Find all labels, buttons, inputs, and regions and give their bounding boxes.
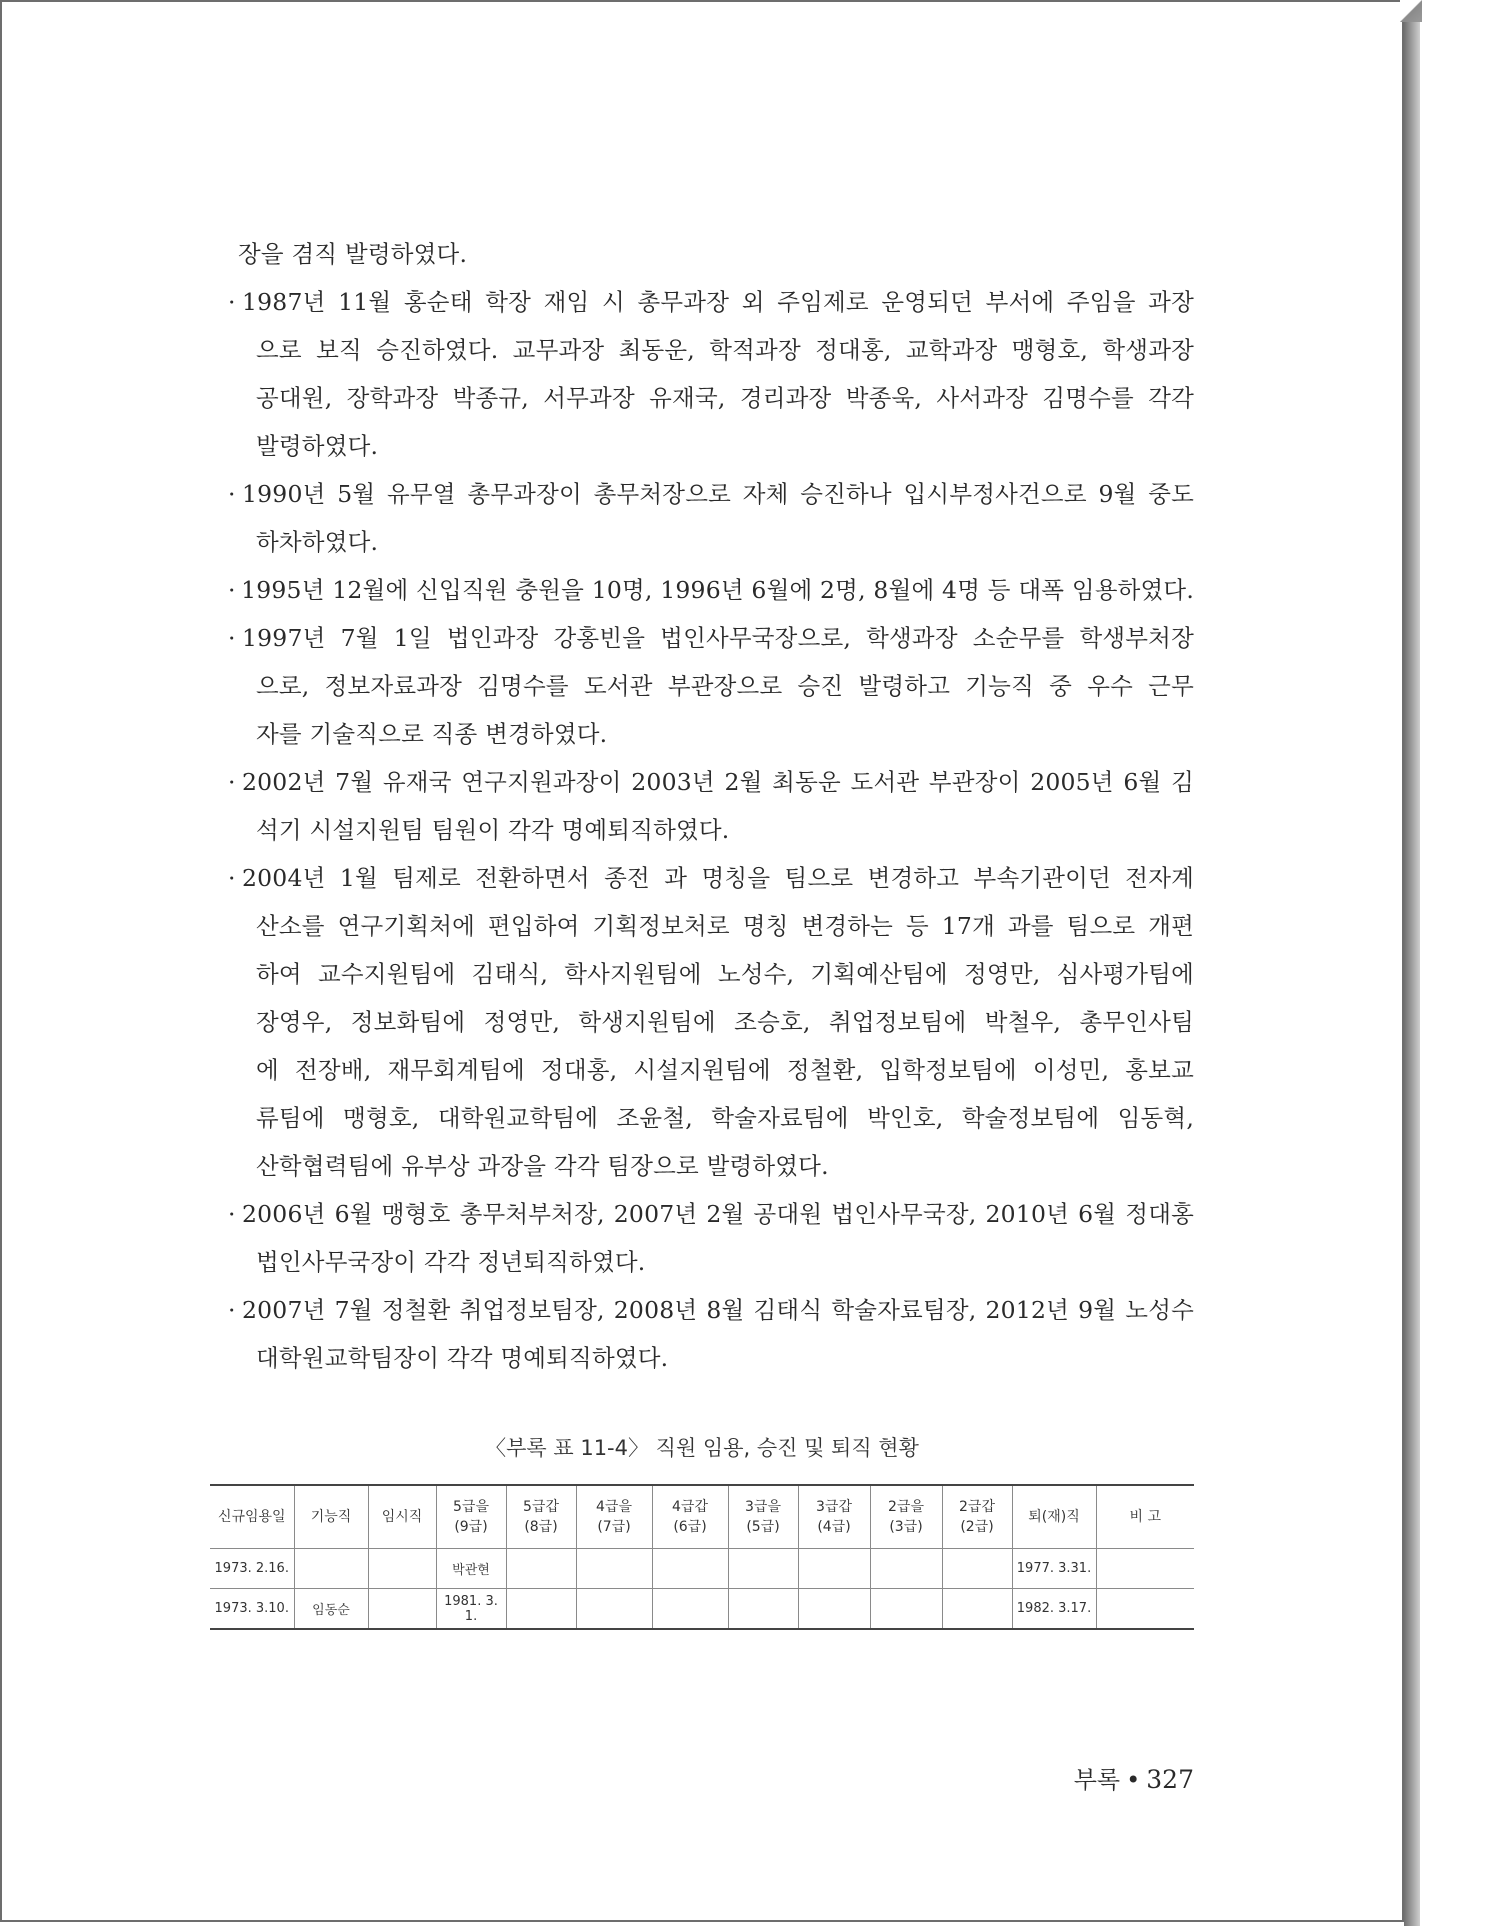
paragraph-line: 1987년 11월 홍순태 학장 재임 시 총무과장 외 주임제로 운영되던 부서에 주임을 과장 [242, 288, 1194, 316]
bullet-marker: · [228, 576, 236, 604]
paragraph [228, 278, 1194, 470]
table-row [210, 1589, 1194, 1630]
page-footer [1000, 1760, 1194, 1795]
paragraph-line: 으로, 정보자료과장 김명수를 도서관 부관장으로 승진 발령하고 기능직 중 우수 근무 [256, 672, 1194, 700]
table-cell [728, 1589, 798, 1630]
column-header-label: 3급을 [745, 1499, 781, 1515]
bullet-marker: · [228, 624, 236, 652]
table-body [210, 1549, 1194, 1630]
table-cell [798, 1549, 870, 1589]
paragraph-line: 산소를 연구기획처에 편입하여 기획정보처로 명칭 변경하는 등 17개 과를 팀으로 개편 [256, 912, 1194, 940]
column-header [728, 1485, 798, 1549]
table-cell: 박관현 [436, 1549, 506, 1589]
paragraph-line: 1990년 5월 유무열 총무과장이 총무처장으로 자체 승진하나 입시부정사건으로 9월 중도 [242, 480, 1194, 508]
table-cell [576, 1549, 652, 1589]
column-header-label: 4급갑 [672, 1499, 708, 1515]
page-corner-fold [1400, 0, 1422, 22]
column-header-label: 5급을 [453, 1499, 489, 1515]
table-cell: 1981. 3. 1. [436, 1589, 506, 1630]
table-cell: 1973. 2.16. [210, 1549, 294, 1589]
paragraph [238, 230, 1194, 278]
column-header-sublabel: (7급) [597, 1519, 631, 1535]
column-header [798, 1485, 870, 1549]
table-cell [652, 1589, 728, 1630]
body-text [228, 230, 1194, 1382]
table-cell [942, 1589, 1012, 1630]
paragraph-line: 발령하였다. [256, 432, 379, 460]
table-cell: 1973. 3.10. [210, 1589, 294, 1630]
column-header-sublabel: (6급) [673, 1519, 707, 1535]
column-header-label: 5급갑 [523, 1499, 559, 1515]
staff-history-table [210, 1484, 1194, 1630]
paragraph-line: 석기 시설지원팀 팀원이 각각 명예퇴직하였다. [256, 816, 730, 844]
table-row [210, 1549, 1194, 1589]
page-number: 327 [1146, 1765, 1194, 1794]
paragraph-line: 류팀에 맹형호, 대학원교학팀에 조윤철, 학술자료팀에 박인호, 학술정보팀에 임동혁, [256, 1104, 1194, 1132]
paragraph [228, 758, 1194, 854]
table-caption: 〈부록 표 11-4〉 직원 임용, 승진 및 퇴직 현황 [485, 1436, 919, 1460]
paragraph-line: 2006년 6월 맹형호 총무처부처장, 2007년 2월 공대원 법인사무국장, 2010년 6월 정대홍 [242, 1200, 1194, 1228]
paragraph-line: 장을 겸직 발령하였다. [238, 240, 468, 268]
table-cell: 1977. 3.31. [1012, 1549, 1096, 1589]
column-header-sublabel: (2급) [960, 1519, 994, 1535]
bullet-marker: · [228, 1200, 236, 1228]
paragraph-line: 산학협력팀에 유부상 과장을 각각 팀장으로 발령하였다. [256, 1152, 829, 1180]
table-cell [1096, 1589, 1194, 1630]
table-cell [506, 1549, 576, 1589]
column-header [870, 1485, 942, 1549]
footer-separator: • [1126, 1766, 1141, 1794]
paragraph-line: 2004년 1월 팀제로 전환하면서 종전 과 명칭을 팀으로 변경하고 부속기관이던 전자계 [242, 864, 1194, 892]
column-header-sublabel: (3급) [889, 1519, 923, 1535]
column-header-label: 2급갑 [959, 1499, 995, 1515]
bullet-marker: · [228, 864, 236, 892]
bullet-marker: · [228, 288, 236, 316]
column-header-label: 비 고 [1129, 1509, 1161, 1525]
footer-section-label: 부록 [1073, 1766, 1121, 1794]
paragraph [228, 1286, 1194, 1382]
paragraph [228, 854, 1194, 1190]
table-cell [294, 1549, 368, 1589]
column-header-label: 기능직 [310, 1509, 352, 1525]
column-header-label: 3급갑 [816, 1499, 852, 1515]
paragraph-line: 공대원, 장학과장 박종규, 서무과장 유재국, 경리과장 박종욱, 사서과장 김명수를 각각 [256, 384, 1194, 412]
table-cell [870, 1549, 942, 1589]
paragraph [228, 1190, 1194, 1286]
table-cell [652, 1549, 728, 1589]
paragraph-line: 에 전장배, 재무회계팀에 정대홍, 시설지원팀에 정철환, 입학정보팀에 이성민, 홍보교 [256, 1056, 1194, 1084]
table-cell [506, 1589, 576, 1630]
table-cell: 임동순 [294, 1589, 368, 1630]
paragraph-line: 법인사무국장이 각각 정년퇴직하였다. [256, 1248, 646, 1276]
paragraph-line: 으로 보직 승진하였다. 교무과장 최동운, 학적과장 정대홍, 교학과장 맹형호, 학생과장 [256, 336, 1194, 364]
column-header [1096, 1485, 1194, 1549]
column-header [294, 1485, 368, 1549]
paragraph-line: 1997년 7월 1일 법인과장 강홍빈을 법인사무국장으로, 학생과장 소순무를 학생부처장 [242, 624, 1194, 652]
column-header [1012, 1485, 1096, 1549]
paragraph-line: 자를 기술직으로 직종 변경하였다. [256, 720, 608, 748]
table-cell [368, 1589, 436, 1630]
table-cell [798, 1589, 870, 1630]
paragraph [228, 470, 1194, 566]
paragraph-line: 대학원교학팀장이 각각 명예퇴직하였다. [256, 1344, 669, 1372]
bullet-marker: · [228, 480, 236, 508]
column-header-label: 신규임용일 [217, 1509, 286, 1525]
paragraph-line: 장영우, 정보화팀에 정영만, 학생지원팀에 조승호, 취업정보팀에 박철우, 총무인사팀 [256, 1008, 1194, 1036]
table-cell: 1982. 3.17. [1012, 1589, 1096, 1630]
bullet-marker: · [228, 1296, 236, 1324]
column-header-sublabel: (5급) [746, 1519, 780, 1535]
paragraph-line: 2002년 7월 유재국 연구지원과장이 2003년 2월 최동운 도서관 부관장이 2005년 6월 김 [242, 768, 1194, 796]
column-header-label: 2급을 [888, 1499, 924, 1515]
column-header [576, 1485, 652, 1549]
column-header [210, 1485, 294, 1549]
column-header-sublabel: (8급) [524, 1519, 558, 1535]
table-cell [368, 1549, 436, 1589]
table-cell [870, 1589, 942, 1630]
column-header [436, 1485, 506, 1549]
table-header-row [210, 1485, 1194, 1549]
column-header [652, 1485, 728, 1549]
table-cell [728, 1549, 798, 1589]
table-cell [576, 1589, 652, 1630]
table-cell [942, 1549, 1012, 1589]
column-header-sublabel: (4급) [817, 1519, 851, 1535]
column-header [942, 1485, 1012, 1549]
column-header-sublabel: (9급) [454, 1519, 488, 1535]
paragraph-line: 하여 교수지원팀에 김태식, 학사지원팀에 노성수, 기획예산팀에 정영만, 심사평가팀에 [256, 960, 1194, 988]
column-header-label: 4급을 [596, 1499, 632, 1515]
paragraph [228, 614, 1194, 758]
page-edge-shadow [1404, 18, 1420, 1926]
paragraph-line: 2007년 7월 정철환 취업정보팀장, 2008년 8월 김태식 학술자료팀장, 2012년 9월 노성수 [242, 1296, 1194, 1324]
column-header-label: 퇴(재)직 [1028, 1509, 1080, 1525]
column-header-label: 임시직 [381, 1509, 423, 1525]
column-header [368, 1485, 436, 1549]
table-cell [1096, 1549, 1194, 1589]
bullet-marker: · [228, 768, 236, 796]
paragraph [228, 566, 1194, 614]
paragraph-line: 하차하였다. [256, 528, 379, 556]
column-header [506, 1485, 576, 1549]
paragraph-line: 1995년 12월에 신입직원 충원을 10명, 1996년 6월에 2명, 8월에 4명 등 대폭 임용하였다. [241, 576, 1194, 604]
